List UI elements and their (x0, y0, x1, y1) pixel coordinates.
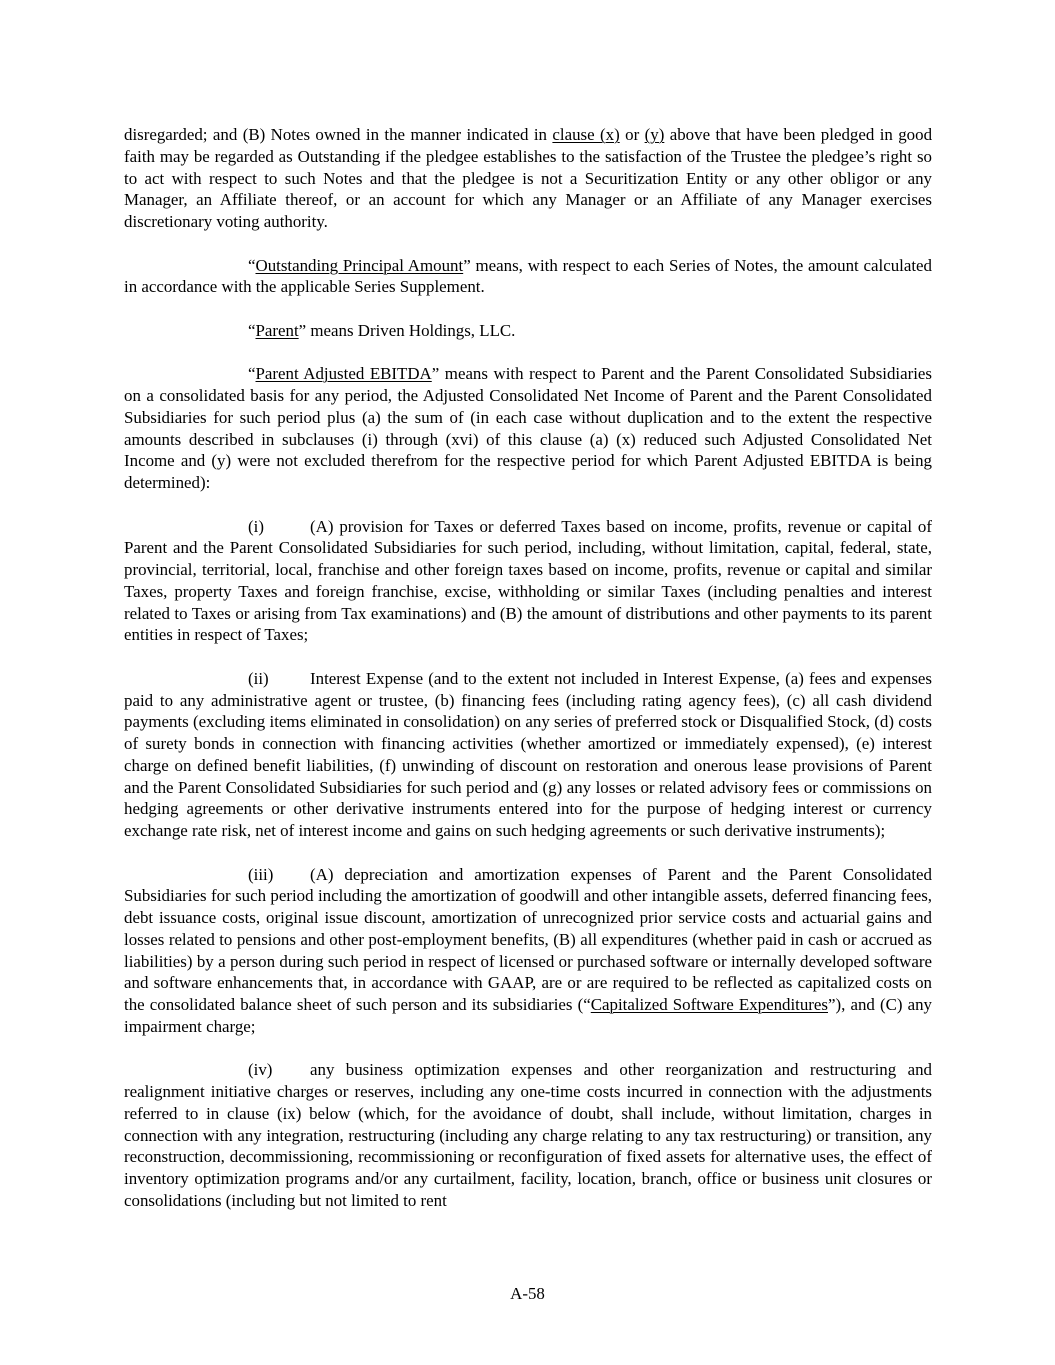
subclause-text: ”), and (C) any impairment charge; (124, 995, 932, 1036)
defined-term: Parent (255, 320, 299, 340)
quote-mark: “ (248, 320, 256, 340)
subclause-i (124, 516, 932, 647)
definition-outstanding-principal-amount (124, 255, 932, 299)
subclause-iii (124, 864, 932, 1038)
definition-parent (124, 320, 932, 342)
subclause-number: (i) (248, 516, 264, 536)
defined-term: Outstanding Principal Amount (255, 255, 464, 275)
subclause-iv (124, 1059, 932, 1211)
document-body (124, 124, 932, 1233)
subclause-text: (A) depreciation and amortization expenses of Parent and the Parent Consolidated Subsidiaries for such period including the amortization of goodwill and other intangible assets, deferred financing fees, debt issuance costs, original issue discount, amortization of unrecognized prior service costs and actuarial gains and losses related to pensions and other post-employment benefits, (B) all expenditures (whether paid in cash or accrued as liabilities) by a person during such period in respect of licensed or purchased software or internally developed software and software enhancements that, in accordance with GAAP, are or are required to be reflected as capitalized costs on the consolidated balance sheet of such person and its subsidiaries (“ (124, 864, 932, 1014)
definition-parent-adjusted-ebitda (124, 363, 932, 494)
quote-mark: “ (248, 364, 256, 384)
paragraph-outstanding-continuation (124, 124, 932, 233)
definition-text: ” means, with respect to each Series of Notes, the amount calculated in accordance with the applicable Series Supplement. (124, 255, 932, 297)
clause-x-reference: clause (x) (552, 125, 620, 144)
subclause-number: (iv) (248, 1060, 273, 1080)
definition-text: ” means Driven Holdings, LLC. (298, 320, 516, 340)
clause-y-reference: (y) (644, 125, 665, 144)
page-number: A-58 (510, 1284, 545, 1303)
paragraph-text: or (619, 125, 645, 144)
subclause-text: (A) provision for Taxes or deferred Taxes based on income, profits, revenue or capital of Parent and the Parent Consolidated Subsidiaries for such period, including, without limitation, capital, federal, state, provincial, territorial, local, franchise and other foreign taxes based on income, profits, revenue or capital and similar Taxes, property Taxes and foreign franchise, excise, withholding or similar Taxes (including penalties and interest related to Taxes or arising from Tax examinations) and (B) the amount of distributions and other payments to its parent entities in respect of Taxes; (124, 516, 932, 645)
subclause-number: (iii) (248, 864, 274, 884)
subclause-ii (124, 668, 932, 842)
paragraph-text: disregarded; and (B) Notes owned in the manner indicated in (124, 125, 553, 144)
quote-mark: “ (248, 255, 256, 275)
subclause-text: any business optimization expenses and other reorganization and restructuring and realignment initiative charges or reserves, including any one-time costs incurred in connection with the adjustments referred to in clause (ix) below (which, for the avoidance of doubt, shall include, without limitation, charges in connection with any integration, restructuring (including any charge relating to any tax restructuring) or transition, any reconstruction, decommissioning, recommissioning or reconfiguration of fixed assets for alternative uses, the effect of inventory optimization programs and/or any curtailment, facility, location, branch, office or business unit closures or consolidations (including but not limited to rent (124, 1060, 932, 1210)
definition-text: ” means with respect to Parent and the Parent Consolidated Subsidiaries on a consolidated basis for any period, the Adjusted Consolidated Net Income of Parent and the Parent Consolidated Subsidiaries for such period plus (a) the sum of (in each case without duplication and to the extent the respective amounts described in subclauses (i) through (xvi) of this clause (a) (x) reduced such Adjusted Consolidated Net Income and (y) were not excluded therefrom for the respective period for which Parent Adjusted EBITDA is being determined): (124, 364, 932, 492)
subclause-number: (ii) (248, 668, 269, 688)
paragraph-text: above that have been pledged in good faith may be regarded as Outstanding if the pledgee establishes to the satisfaction of the Trustee the pledgee’s right so to act with respect to such Notes and that the pledgee is not a Securitization Entity or any other obligor or any Manager, an Affiliate thereof, or an account for which any Manager or an Affiliate of any Manager exercises discretionary voting authority. (124, 125, 933, 231)
defined-term: Capitalized Software Expenditures (590, 995, 828, 1014)
subclause-text: Interest Expense (and to the extent not included in Interest Expense, (a) fees and expenses paid to any administrative agent or trustee, (b) financing fees (including rating agency fees), (c) all cash dividend payments (excluding items eliminated in consolidation) on any series of preferred stock or Disqualified Stock, (d) costs of surety bonds in connection with financing activities (whether amortized or immediately expensed), (e) interest charge on defined benefit liabilities, (f) unwinding of discount on restoration and onerous lease provisions of Parent and the Parent Consolidated Subsidiaries for such period and (g) any losses or related advisory fees or commissions on hedging agreements or other derivative instruments entered into for the purpose of hedging interest or currency exchange rate risk, net of interest income and gains on such hedging agreements or such derivative instruments); (124, 668, 932, 840)
defined-term: Parent Adjusted EBITDA (255, 364, 432, 384)
